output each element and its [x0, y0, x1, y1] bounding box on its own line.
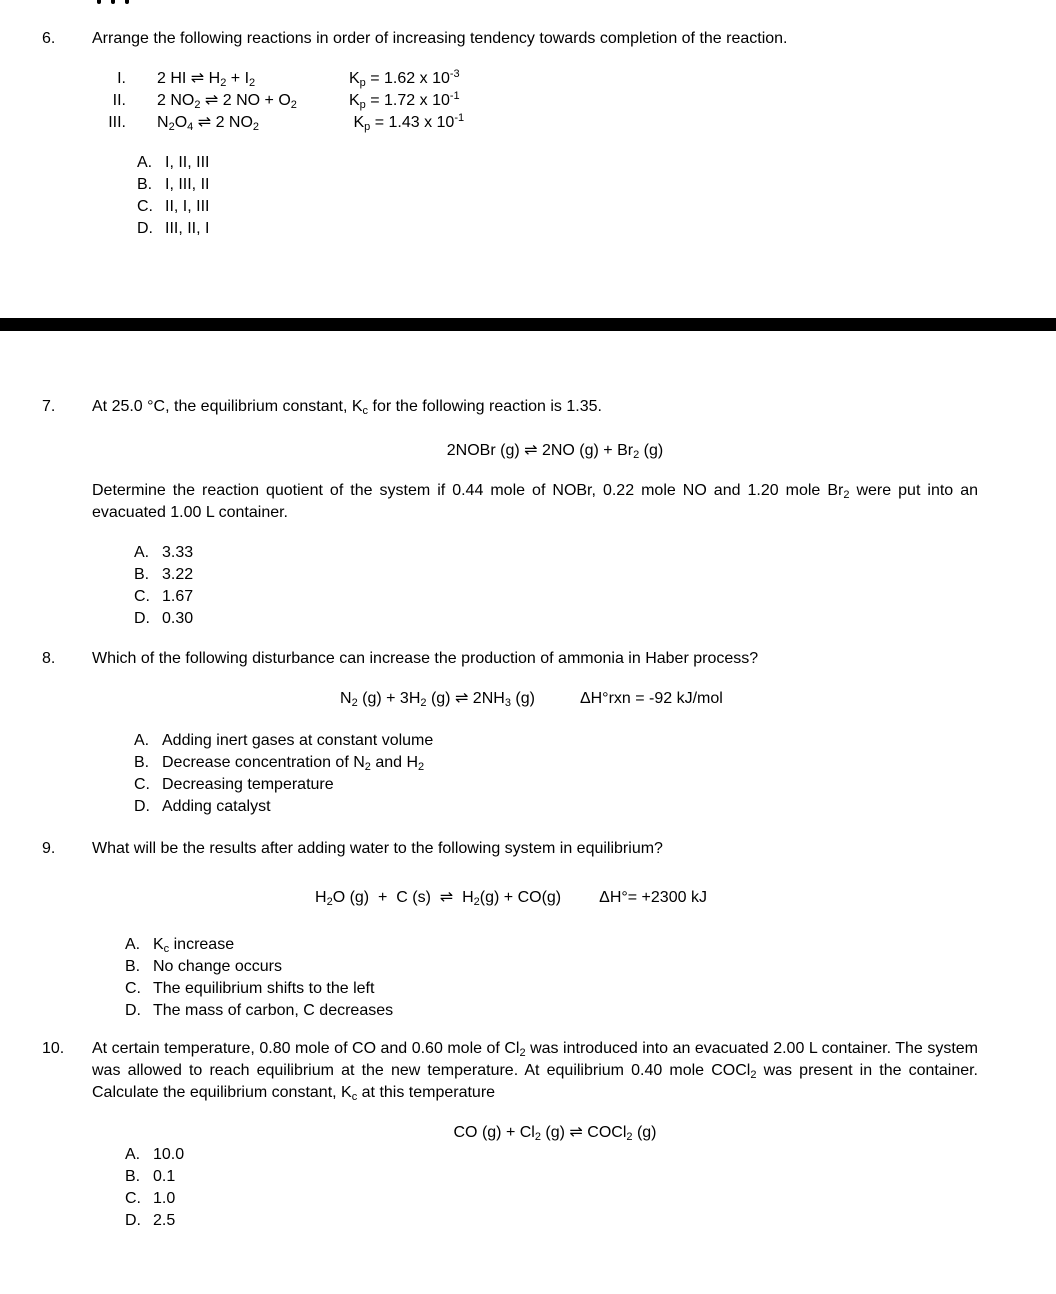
cutoff-text-artifact: [97, 0, 129, 5]
choice-text: Decrease concentration of $N_2$ and $H_2$: [162, 754, 425, 773]
question-8-choices: [134, 730, 978, 818]
choice-letter: C.: [134, 776, 150, 793]
choice-letter: B.: [125, 958, 141, 975]
choice-row: [134, 730, 978, 752]
question-9-text: What will be the results after adding water to the following system in equilibrium?: [92, 840, 663, 857]
page-break-bar: [0, 318, 1056, 331]
choice-row: [137, 174, 978, 196]
choice-letter: C.: [125, 1190, 141, 1207]
choice-text: 0.1: [153, 1168, 176, 1185]
question-8-enthalpy: ΔH°rxn = -92 kJ/mol: [579, 690, 723, 707]
question-7-choices: [134, 542, 978, 630]
choice-letter: B.: [137, 176, 153, 193]
reaction-2-numeral: II.: [112, 92, 126, 109]
choice-letter: D.: [137, 220, 153, 237]
reaction-1-equation: 2 HI ⇌ $H_2 + I_2$: [157, 70, 256, 89]
question-7-text-2: Determine the reaction quotient of the system if 0.44 mole of NOBr, 0.22 mole NO and 1.20 mole $Br_2$ were put into an evacuated 1.00 L container.: [92, 482, 979, 521]
question-8: [0, 648, 1056, 818]
choice-row: [125, 1144, 978, 1166]
question-10-equation: CO $(g) + Cl_2$ (g) ⇌ COCl$_2$ (g): [453, 1124, 657, 1143]
question-9-number: 9.: [42, 840, 56, 857]
question-7: [0, 396, 1056, 630]
question-10: [0, 1038, 1056, 1232]
choice-text: 3.22: [162, 566, 194, 583]
choice-row: [134, 796, 978, 818]
reaction-2-equation: 2 $NO_2$ ⇌ 2 NO + $O_2$: [157, 92, 297, 111]
artifact-mark: [125, 0, 129, 4]
choice-text: 1.67: [162, 588, 194, 605]
choice-row: [134, 608, 978, 630]
question-6-text: Arrange the following reactions in order of increasing tendency towards completion of the reaction.: [92, 30, 788, 47]
choice-row: [134, 774, 978, 796]
reaction-3-equation: $N_2O_4$ ⇌ 2 $NO_2$: [157, 114, 260, 133]
reaction-3-numeral: III.: [108, 114, 126, 131]
choice-letter: A.: [137, 154, 153, 171]
choice-text: 1.0: [153, 1190, 176, 1207]
question-10-text: At certain temperature, 0.80 mole of CO and 0.60 mole of $Cl_2$ was introduced into an evacuated 2.00 L container. The system was allowed to reach equilibrium at the new temperature. At equilibrium 0.40 mole COCl$_2$ was present in the container. Calculate the equilibrium constant, $K_c$ at this temperature: [92, 1040, 979, 1103]
choice-letter: C.: [125, 980, 141, 997]
choice-text: $K_c$ increase: [153, 936, 235, 955]
choice-row: [125, 956, 978, 978]
choice-row: [125, 978, 978, 1000]
question-8-text: Which of the following disturbance can increase the production of ammonia in Haber process?: [92, 650, 759, 667]
question-8-number: 8.: [42, 650, 56, 667]
artifact-mark: [97, 0, 101, 4]
choice-text: Decreasing temperature: [162, 776, 334, 793]
choice-text: Adding catalyst: [162, 798, 271, 815]
choice-text: Adding inert gases at constant volume: [162, 732, 434, 749]
choice-text: 3.33: [162, 544, 194, 561]
choice-text: 2.5: [153, 1212, 176, 1229]
choice-text: II, I, III: [165, 198, 210, 215]
reaction-1-numeral: I.: [117, 70, 126, 87]
question-6-number: 6.: [42, 30, 56, 47]
choice-text: 10.0: [153, 1146, 185, 1163]
choice-row: [137, 196, 978, 218]
question-8-equation-row: [340, 688, 978, 710]
choice-letter: C.: [137, 198, 153, 215]
choice-letter: D.: [125, 1002, 141, 1019]
choice-row: [134, 542, 978, 564]
choice-letter: B.: [134, 566, 150, 583]
choice-letter: A.: [125, 1146, 141, 1163]
question-6-reaction-list: [92, 68, 978, 134]
artifact-mark: [111, 0, 115, 4]
choice-text: I, III, II: [165, 176, 210, 193]
choice-letter: B.: [134, 754, 150, 771]
question-7-text: At 25.0 °C, the equilibrium constant, $K_c$ for the following reaction is 1.35.: [92, 398, 602, 417]
choice-text: I, II, III: [165, 154, 210, 171]
question-9-choices: [125, 934, 978, 1022]
choice-row: [134, 586, 978, 608]
choice-text: No change occurs: [153, 958, 282, 975]
reaction-3-kp-value: $K_p = 1.43$ x $10^{-1}$: [349, 112, 465, 133]
question-6-choices: [137, 152, 978, 240]
question-9-equation-row: [315, 887, 978, 909]
question-9-enthalpy: ΔH°= +2300 kJ: [599, 889, 707, 906]
choice-row: [134, 564, 978, 586]
choice-letter: A.: [134, 732, 150, 749]
question-10-choices: [125, 1144, 978, 1232]
choice-row: [125, 1210, 978, 1232]
question-9-equation: $H_2O$ (g) + C (s) ⇌ $H_2(g) + CO(g)$: [315, 889, 562, 908]
choice-letter: C.: [134, 588, 150, 605]
choice-letter: A.: [134, 544, 150, 561]
choice-row: [125, 1188, 978, 1210]
choice-row: [125, 1166, 978, 1188]
reaction-1-kp-value: $K_p = 1.62$ x $10^{-3}$: [349, 68, 460, 89]
question-7-number: 7.: [42, 398, 56, 415]
choice-row: [137, 152, 978, 174]
choice-text: 0.30: [162, 610, 194, 627]
choice-text: III, II, I: [165, 220, 210, 237]
choice-letter: A.: [125, 936, 141, 953]
choice-text: The mass of carbon, C decreases: [153, 1002, 394, 1019]
choice-letter: B.: [125, 1168, 141, 1185]
choice-letter: D.: [134, 798, 150, 815]
question-9: [0, 838, 1056, 1022]
choice-row: [134, 752, 978, 774]
reaction-2-kp-value: $K_p = 1.72$ x $10^{-1}$: [349, 90, 460, 111]
choice-letter: D.: [125, 1212, 141, 1229]
question-6: [0, 28, 1056, 240]
question-7-equation: 2NOBr (g) ⇌ 2NO $(g) + Br_2$ (g): [446, 442, 664, 461]
choice-row: [137, 218, 978, 240]
choice-letter: D.: [134, 610, 150, 627]
choice-text: The equilibrium shifts to the left: [153, 980, 375, 997]
choice-row: [125, 934, 978, 956]
question-8-equation: $N_2$ $(g) + 3H_2$ (g) ⇌ $2NH_3$ (g): [340, 690, 535, 709]
choice-row: [125, 1000, 978, 1022]
question-10-number: 10.: [42, 1040, 65, 1057]
